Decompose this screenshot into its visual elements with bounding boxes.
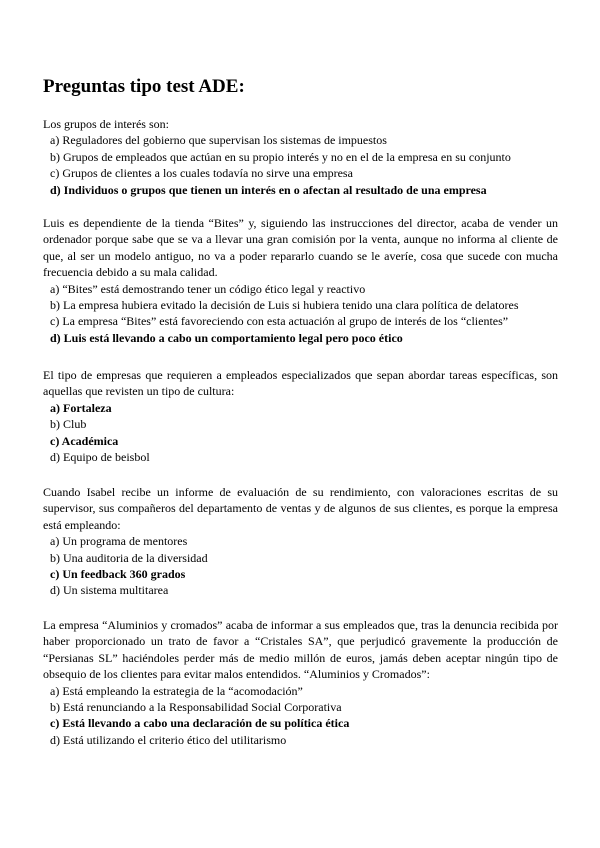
question-1-option-c: c) Grupos de clientes a los cuales todavía no sirve una empresa	[50, 166, 353, 181]
question-2-options	[43, 281, 558, 347]
question-1-option-a: a) Reguladores del gobierno que supervisan los sistemas de impuestos	[50, 133, 387, 148]
question-2-stem: Luis es dependiente de la tienda “Bites” y, siguiendo las instrucciones del director, acaba de vender un ordenador porque sabe que se va a llevar una gran comisión por la venta, aunque no informa al cliente de que, al ser un modelo antiguo, no va a poder repararlo cuando se le averíe, cosa que sucede con mucha frecuencia debido a su mala calidad.	[43, 216, 558, 280]
question-4	[43, 484, 558, 599]
question-4-option-a: a) Un programa de mentores	[50, 534, 188, 549]
page-title: Preguntas tipo test ADE:	[43, 76, 245, 97]
question-3-stem: El tipo de empresas que requieren a empleados especializados que sepan abordar tareas específicas, son aquellas que revisten un tipo de cultura:	[43, 368, 558, 399]
question-1-options	[43, 132, 558, 198]
question-3	[43, 367, 558, 465]
question-2-option-a: a) “Bites” está demostrando tener un código ético legal y reactivo	[50, 281, 366, 296]
question-1	[43, 116, 558, 198]
question-3-option-a: a) Fortaleza	[50, 400, 112, 415]
question-5-option-b: b) Está renunciando a la Responsabilidad Social Corporativa	[50, 700, 342, 715]
question-3-options	[43, 400, 558, 466]
question-5-stem: La empresa “Aluminios y cromados” acaba de informar a sus empleados que, tras la denuncia recibida por haber proporcionado un trato de favor a “Cristales SA”, que perjudicó gravemente la producción de “Persianas SL” haciéndoles perder más de medio millón de euros, jamás deben aceptar ningún tipo de obsequio de los clientes para evitar malos entendidos. “Aluminios y Cromados”:	[43, 618, 558, 682]
question-4-option-b: b) Una auditoria de la diversidad	[50, 550, 208, 565]
question-2	[43, 215, 558, 346]
question-5-options	[43, 683, 558, 749]
question-2-option-c: c) La empresa “Bites” está favoreciendo con esta actuación al grupo de interés de los “clientes”	[50, 314, 509, 329]
question-4-stem: Cuando Isabel recibe un informe de evaluación de su rendimiento, con valoraciones escritas de su supervisor, sus compañeros del departamento de ventas y de algunos de sus clientes, es porque la empresa está empleando:	[43, 485, 558, 532]
question-5-option-a: a) Está empleando la estrategia de la “acomodación”	[50, 683, 303, 698]
question-5	[43, 617, 558, 748]
question-5-option-c: c) Está llevando a cabo una declaración de su política ética	[50, 716, 350, 731]
question-1-stem: Los grupos de interés son:	[43, 117, 169, 131]
question-5-option-d: d) Está utilizando el criterio ético del utilitarismo	[50, 732, 287, 747]
question-3-option-b: b) Club	[50, 417, 87, 432]
question-1-option-d: d) Individuos o grupos que tienen un interés en o afectan al resultado de una empresa	[50, 182, 487, 197]
question-4-option-c: c) Un feedback 360 grados	[50, 567, 186, 582]
question-1-option-b: b) Grupos de empleados que actúan en su propio interés y no en el de la empresa en su conjunto	[50, 149, 511, 164]
question-4-option-d: d) Un sistema multitarea	[50, 583, 169, 598]
question-2-option-d: d) Luis está llevando a cabo un comportamiento legal pero poco ético	[50, 330, 403, 345]
question-3-option-d: d) Equipo de beisbol	[50, 450, 150, 465]
question-2-option-b: b) La empresa hubiera evitado la decisión de Luis si hubiera tenido una clara política de delatores	[50, 298, 519, 313]
question-3-option-c: c) Académica	[50, 433, 119, 448]
question-4-options	[43, 533, 558, 599]
